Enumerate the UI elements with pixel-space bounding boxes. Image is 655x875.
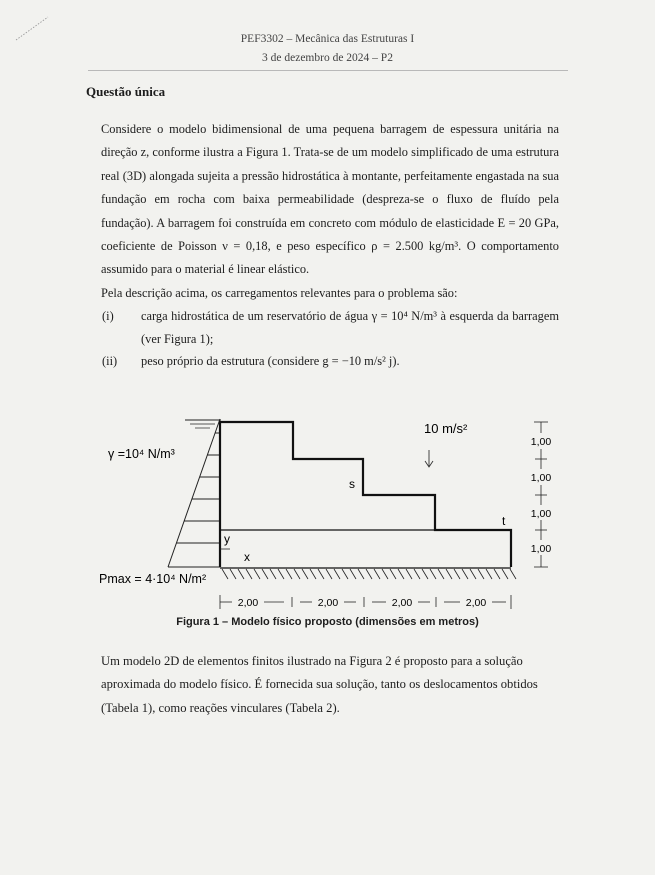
item-text: carga hidrostática de um reservatório de água γ = 10⁴ N/m³ à esquerda da barragem (ver Figura 1); [141,309,559,347]
dam-figure [0,405,655,615]
width-dim-4: 2,00 [465,597,487,609]
question-title: Questão única [86,84,166,99]
problem-description: Considere o modelo bidimensional de uma pequena barragem de espessura unitária na direção z, conforme ilustra a Figura 1. Trata-se de um modelo simplificado de uma estrutura real (3D) alongada sujeita a pressão hidrostática à montante, perfeitamente engastada na sua fundação em rocha com baixa permeabilidade (despreza-se o fluxo de fluído pela fundação). A barragem foi construída em concreto com módulo de elasticidade E = 20 GPa, coeficiente de Poisson ν = 0,18, e peso específico ρ = 2.500 kg/m³. O comportamento assumido para o material é linear elástico. [101,122,559,277]
height-dim-4: 1,00 [530,543,552,555]
gravity-arrow [425,450,433,467]
gamma-label: γ =10⁴ N/m³ [108,447,175,461]
width-dim-3: 2,00 [391,597,413,609]
hydrostatic-pressure-diagram [168,419,220,567]
point-t-label: t [502,514,506,528]
item-number: (ii) [102,354,118,368]
course-header: PEF3302 – Mecânica das Estruturas I [240,33,415,45]
point-s-label: s [349,477,355,491]
item-text: peso próprio da estrutura (considere g = −10 m/s² j). [141,354,400,368]
question-body [101,118,559,305]
loads-intro: Pela descrição acima, os carregamentos relevantes para o problema são: [101,285,458,300]
axis-x-label: x [244,550,250,564]
height-dim-3: 1,00 [530,508,552,520]
item-number: (i) [102,309,114,323]
figure-caption: Figura 1 – Modelo físico proposto (dimensões em metros) [176,616,479,628]
width-dim-2: 2,00 [317,597,339,609]
height-dim-2: 1,00 [530,472,552,484]
axis-y-label: y [224,532,230,546]
width-dim-1: 2,00 [237,597,259,609]
gravity-label: 10 m/s² [424,421,468,436]
header-divider [88,70,568,71]
fem-model-paragraph: Um modelo 2D de elementos finitos ilustrado na Figura 2 é proposto para a solução aproximada do modelo físico. É fornecida sua solução, tanto os deslocamentos obtidos (Tabela 1), como reações vinculares (Tabela 2). [101,654,538,715]
dam-profile [220,422,511,567]
height-dim-1: 1,00 [530,436,552,448]
pmax-label: Pmax = 4·10⁴ N/m² [99,572,207,586]
rock-foundation [220,568,516,579]
exam-date: 3 de dezembro de 2024 – P2 [262,52,393,64]
water-surface-marker [185,420,220,428]
